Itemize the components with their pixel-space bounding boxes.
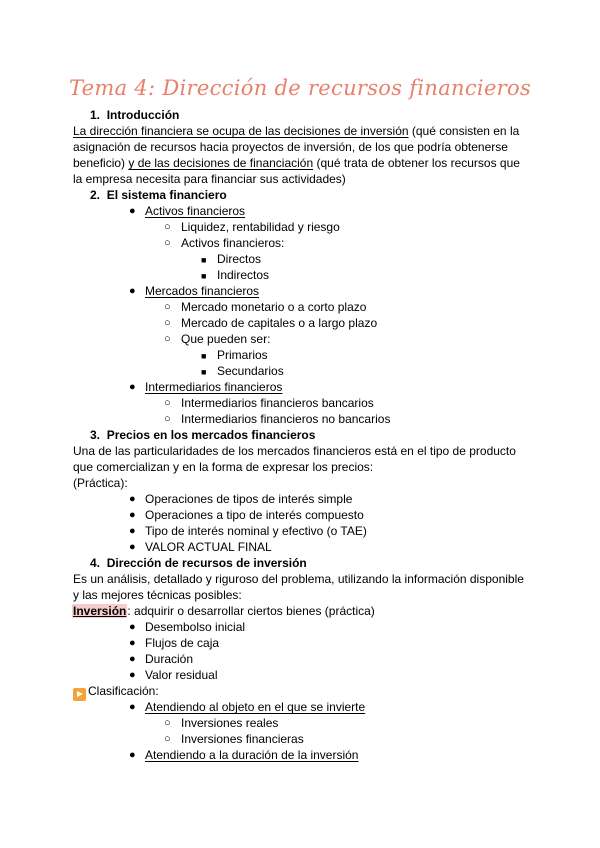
disc-bullet-icon: ● [129, 749, 136, 761]
list-item: Que pueden ser: [181, 332, 271, 346]
paragraph-line: que comercializan y en la forma de expresar los precios: [73, 460, 374, 474]
circle-bullet-icon: ○ [164, 413, 171, 425]
paragraph-line: Una de las particularidades de los mercados financieros está en el tipo de producto [73, 444, 516, 458]
section-title: El sistema financiero [106, 188, 227, 202]
square-bullet-icon: ■ [201, 271, 207, 281]
list-item: Mercado monetario o a corto plazo [181, 300, 367, 314]
list-item: Operaciones de tipos de interés simple [145, 492, 353, 506]
list-item: Valor residual [145, 668, 218, 682]
play-icon [73, 688, 86, 701]
list-item: Desembolso inicial [145, 620, 246, 634]
section-title: Precios en los mercados financieros [106, 428, 316, 442]
square-bullet-icon: ■ [201, 351, 207, 361]
list-item: Atendiendo al objeto en el que se invierte [145, 700, 366, 714]
disc-bullet-icon: ● [129, 493, 136, 505]
square-bullet-icon: ■ [201, 367, 207, 377]
list-item: Duración [145, 652, 194, 666]
circle-bullet-icon: ○ [164, 717, 171, 729]
section-number: 4. [90, 556, 101, 570]
disc-bullet-icon: ● [129, 669, 136, 681]
circle-bullet-icon: ○ [164, 397, 171, 409]
circle-bullet-icon: ○ [164, 733, 171, 745]
list-item: Activos financieros: [181, 236, 285, 250]
list-item: Tipo de interés nominal y efectivo (o TAE) [145, 524, 367, 538]
paragraph-line: y las mejores técnicas posibles: [73, 588, 242, 602]
section-3-heading [90, 428, 315, 443]
highlighted-term: Inversión [73, 604, 127, 618]
list-item: Atendiendo a la duración de la inversión [145, 748, 359, 762]
square-bullet-icon: ■ [201, 255, 207, 265]
investment-definition [72, 604, 375, 619]
list-item: Mercado de capitales o a largo plazo [181, 316, 378, 330]
disc-bullet-icon: ● [129, 381, 136, 393]
text: (qué consisten en la [408, 124, 520, 138]
list-item: Intermediarios financieros bancarios [181, 396, 374, 410]
circle-bullet-icon: ○ [164, 301, 171, 313]
list-item: Liquidez, rentabilidad y riesgo [181, 220, 340, 234]
section-4-heading [90, 556, 307, 571]
underlined-text: y de las decisiones de financiación [128, 156, 314, 170]
disc-bullet-icon: ● [129, 621, 136, 633]
list-item: Directos [217, 252, 262, 266]
list-item: Flujos de caja [145, 636, 220, 650]
circle-bullet-icon: ○ [164, 237, 171, 249]
list-item: Secundarios [217, 364, 284, 378]
list-item: Operaciones a tipo de interés compuesto [145, 508, 364, 522]
section-1-heading [90, 108, 179, 123]
section-number: 1. [90, 108, 101, 122]
list-item: VALOR ACTUAL FINAL [145, 540, 272, 554]
disc-bullet-icon: ● [129, 541, 136, 553]
disc-bullet-icon: ● [129, 701, 136, 713]
intro-line-4: la empresa necesita para financiar sus actividades) [73, 172, 346, 186]
section-number: 2. [90, 188, 101, 202]
intro-line-2: asignación de recursos hacia proyectos de inversión, de los que podría obtenerse [73, 140, 508, 154]
document-title: Tema 4: Dirección de recursos financieros [68, 76, 532, 100]
section-title: Dirección de recursos de inversión [106, 556, 307, 570]
list-item: Intermediarios financieros [145, 380, 283, 394]
underlined-text: La dirección financiera se ocupa de las decisiones de inversión [73, 124, 409, 138]
disc-bullet-icon: ● [129, 525, 136, 537]
list-item: Indirectos [217, 268, 270, 282]
intro-line-3 [73, 156, 520, 171]
circle-bullet-icon: ○ [164, 221, 171, 233]
section-2-heading [90, 188, 227, 203]
section-number: 3. [90, 428, 101, 442]
disc-bullet-icon: ● [129, 285, 136, 297]
paragraph-line: (Práctica): [73, 476, 128, 490]
paragraph-line: Es un análisis, detallado y riguroso del problema, utilizando la información disponible [73, 572, 524, 586]
list-item: Inversiones reales [181, 716, 279, 730]
disc-bullet-icon: ● [129, 205, 136, 217]
list-item: Intermediarios financieros no bancarios [181, 412, 391, 426]
circle-bullet-icon: ○ [164, 317, 171, 329]
list-item: Primarios [217, 348, 268, 362]
list-item: Activos financieros [145, 204, 246, 218]
text: beneficio) [73, 156, 129, 170]
disc-bullet-icon: ● [129, 653, 136, 665]
section-title: Introducción [106, 108, 180, 122]
text: (qué trata de obtener los recursos que [313, 156, 520, 170]
intro-line-1 [73, 124, 519, 139]
circle-bullet-icon: ○ [164, 333, 171, 345]
list-item: Mercados financieros [145, 284, 260, 298]
disc-bullet-icon: ● [129, 509, 136, 521]
list-item: Inversiones financieras [181, 732, 304, 746]
classification-label: Clasificación: [88, 684, 159, 698]
disc-bullet-icon: ● [129, 637, 136, 649]
text: : adquirir o desarrollar ciertos bienes (práctica) [127, 604, 375, 618]
